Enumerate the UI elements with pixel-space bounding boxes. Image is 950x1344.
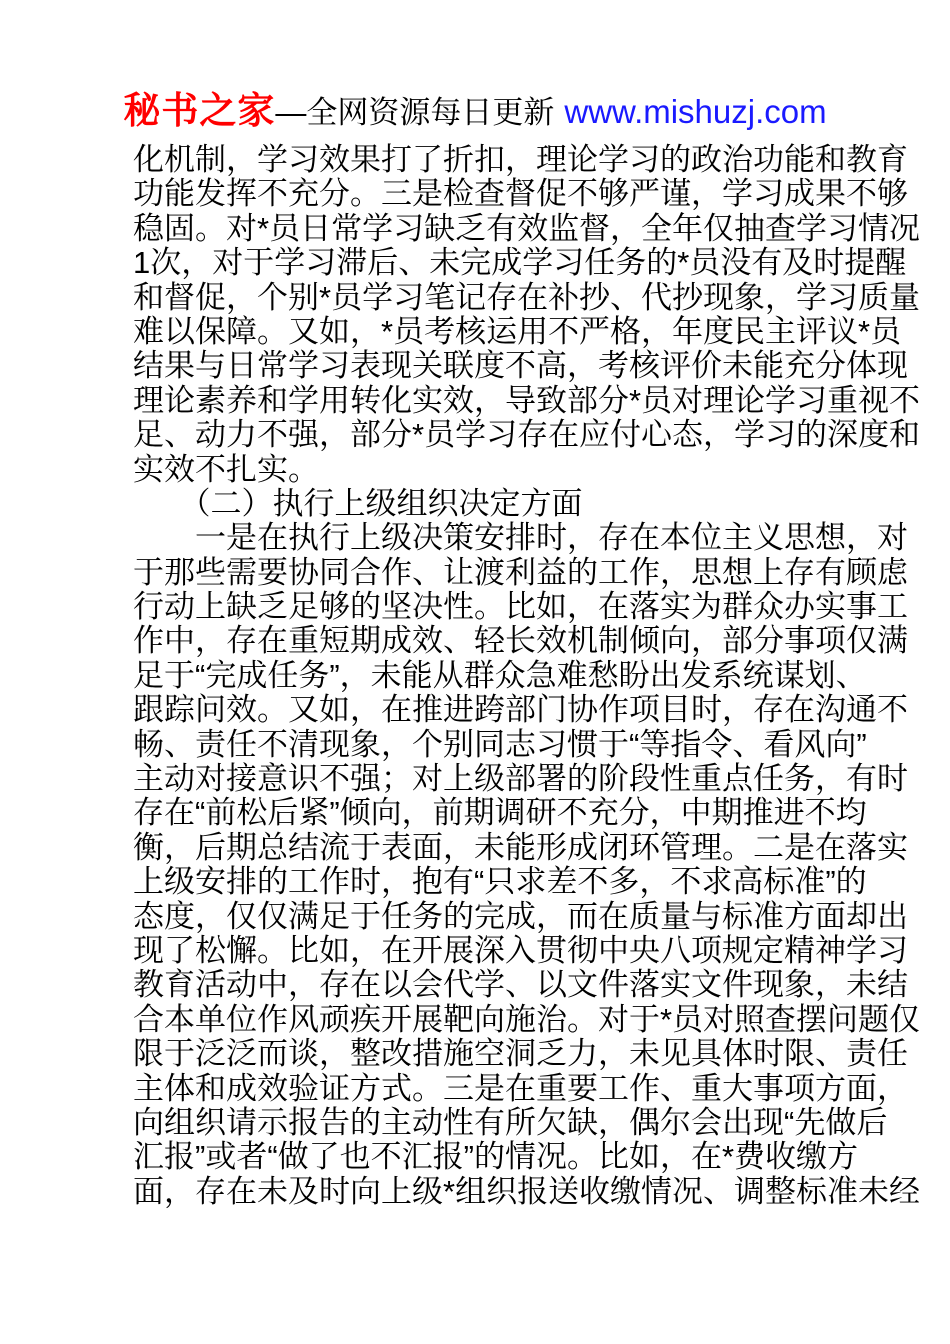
text-line: 向组织请示报告的主动性有所欠缺，偶尔会出现“先做后 [133, 1104, 888, 1140]
text-line: 跟踪问效。又如，在推进跨部门协作项目时，存在沟通不 [133, 692, 908, 728]
text-line: 存在“前松后紧”倾向，前期调研不充分，中期推进不均 [133, 795, 867, 831]
brand-text: 秘书之家 [123, 90, 276, 131]
text-line: 于那些需要协同合作、让渡利益的工作，思想上存有顾虑 [133, 554, 908, 590]
text-line: 衡，后期总结流于表面，未能形成闭环管理。二是在落实 [133, 829, 908, 865]
text-line: （二）执行上级组织决定方面 [133, 485, 583, 521]
text-line: 合本单位作风顽疾开展靶向施治。对于*员对照查摆问题仅 [133, 1001, 921, 1037]
text-line: 化机制，学习效果打了折扣，理论学习的政治功能和教育 [133, 142, 908, 177]
text-line: 主体和成效验证方式。三是在重要工作、重大事项方面， [133, 1070, 908, 1106]
site-tagline: —全网资源每日更新 [275, 95, 555, 130]
site-url-link[interactable]: www.mishuzj.com [564, 93, 827, 130]
text-line: 面，存在未及时向上级*组织报送收缴情况、调整标准未经 [133, 1173, 921, 1209]
text-line: 难以保障。又如，*员考核运用不严格，年度民主评议*员 [133, 313, 902, 349]
text-line: 稳固。对*员日常学习缺乏有效监督，全年仅抽查学习情况 [133, 210, 921, 246]
text-line: 足于“完成任务”，未能从群众急难愁盼出发系统谋划、 [133, 657, 867, 693]
document-body [133, 142, 921, 1209]
text-line: 教育活动中，存在以会代学、以文件落实文件现象，未结 [133, 967, 908, 1003]
text-line: 畅、责任不清现象，个别同志习惯于“等指令、看风向” [133, 726, 867, 762]
text-line: 限于泛泛而谈，整改措施空洞乏力，未见具体时限、责任 [133, 1036, 908, 1072]
text-line: 理论素养和学用转化实效，导致部分*员对理论学习重视不 [133, 382, 921, 418]
text-line: 作中，存在重短期成效、轻长效机制倾向，部分事项仅满 [133, 623, 908, 659]
text-line: 1次，对于学习滞后、未完成学习任务的*员没有及时提醒 [133, 245, 907, 281]
text-line: 结果与日常学习表现关联度不高，考核评价未能充分体现 [133, 348, 908, 384]
text-line: 足、动力不强，部分*员学习存在应付心态，学习的深度和 [133, 417, 921, 453]
text-line: 汇报”或者“做了也不汇报”的情况。比如，在*费收缴方 [133, 1139, 859, 1175]
text-line: 行动上缺乏足够的坚决性。比如，在落实为群众办实事工 [133, 589, 908, 625]
text-line: 现了松懈。比如，在开展深入贯彻中央八项规定精神学习 [133, 932, 908, 968]
text-line: 一是在执行上级决策安排时，存在本位主义思想，对 [133, 520, 908, 556]
site-header [0, 80, 950, 134]
text-line: 态度，仅仅满足于任务的完成，而在质量与标准方面却出 [133, 898, 908, 934]
text-line: 主动对接意识不强；对上级部署的阶段性重点任务，有时 [133, 761, 908, 797]
text-line: 上级安排的工作时，抱有“只求差不多，不求高标准”的 [133, 864, 867, 900]
text-line: 实效不扎实。 [133, 451, 319, 487]
text-line: 和督促，个别*员学习笔记存在补抄、代抄现象，学习质量 [133, 279, 921, 315]
text-line: 功能发挥不充分。三是检查督促不够严谨，学习成果不够 [133, 176, 908, 212]
